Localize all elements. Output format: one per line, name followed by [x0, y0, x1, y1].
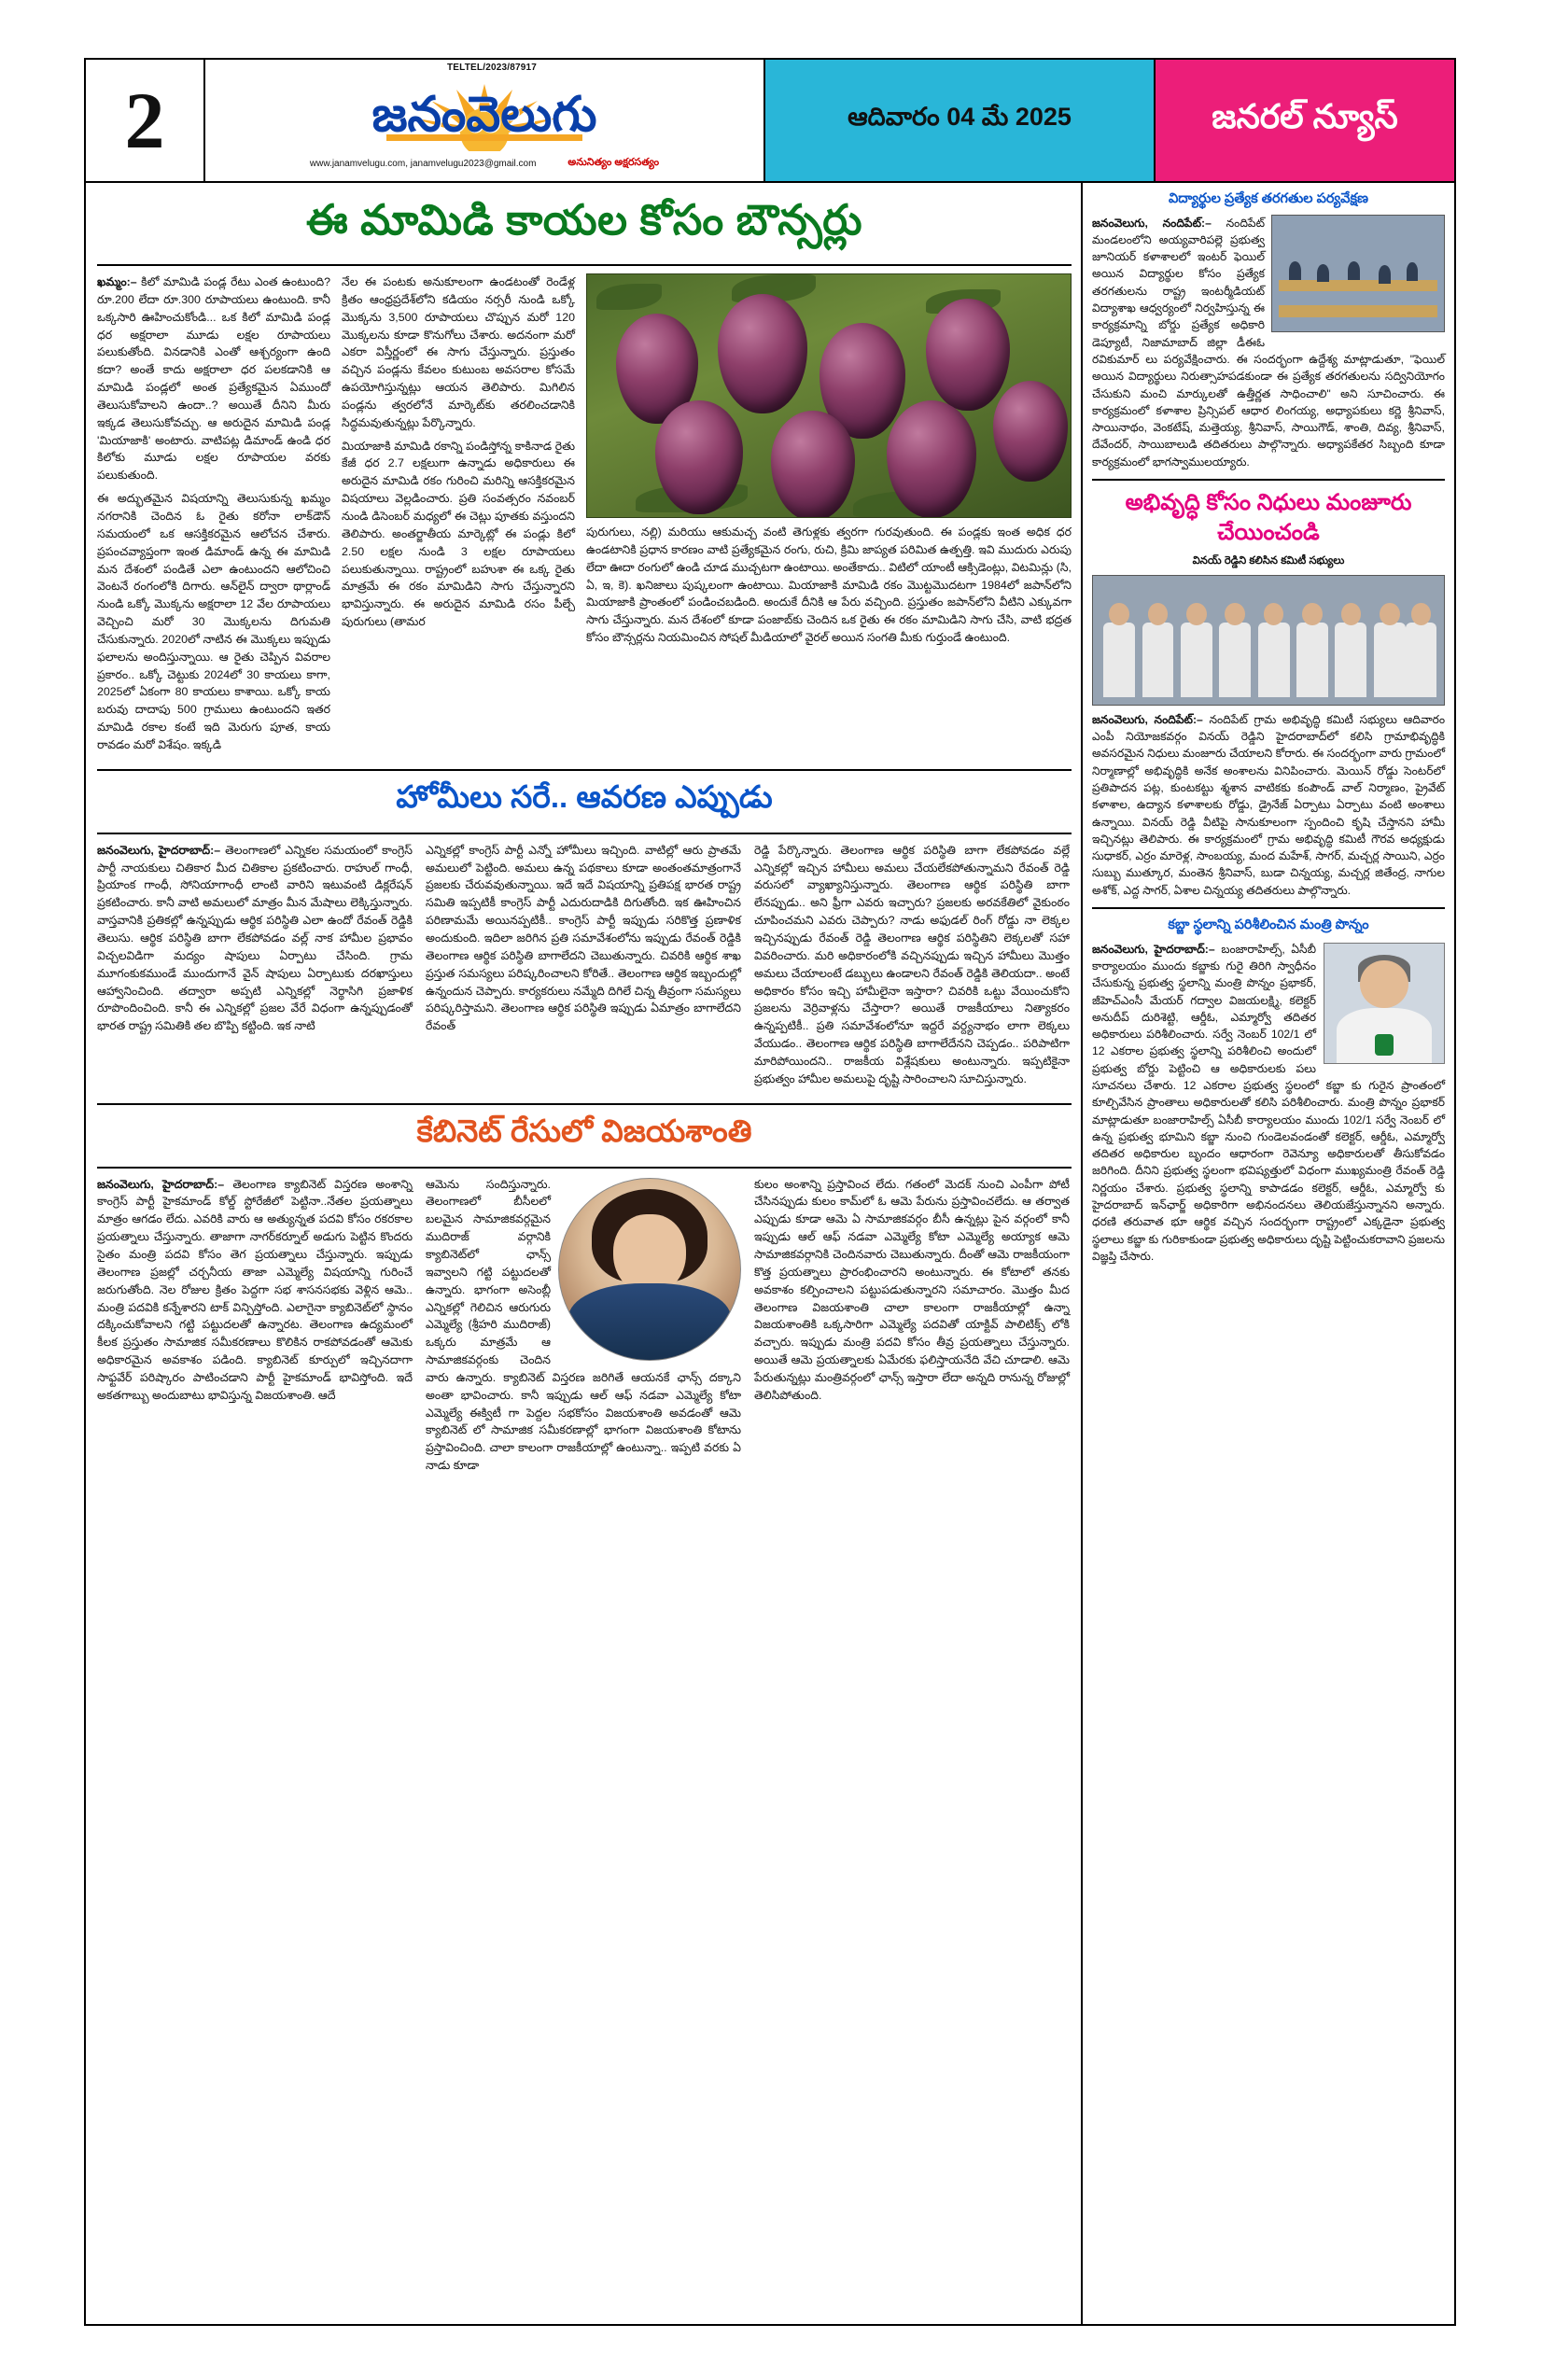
rail-text-1: నందిపేట్ మండలంలోని అయ్యవారిపల్లె ప్రభుత్వ జూనియర్ కళాశాలలో ఇంటర్ ఫెయిల్ అయిన విద్యార్థుల కోసం ప్రత్యేక తరగతులను రాష్ట్ర ఇంటర్మీడియట్ విద్యాశాఖ ఆధ్వర్యంలో నిర్వహిస్తున్న ఈ కార్యక్రమాన్ని బోర్డు ప్రత్యేక అధికారి డెప్యూటీ, నిజామాబాద్ జిల్లా డీఈఓ రవికుమార్ లు పర్యవేక్షించారు. ఈ సందర్భంగా ఉద్దేశ్య మాట్లాడుతూ, "ఫెయిల్ అయిన విద్యార్థులు నిరుత్సాహపడకుండా ఈ ప్రత్యేక తరగతులను సద్వినియోగం చేసుకుని మంచి మార్కులతో ఉత్తీర్ణత సాధించాలి" అని సూచించారు. ఈ కార్యక్రమంలో కళాశాల ప్రిన్సిపల్ ఆధార లింగయ్య, అధ్యాపకులు కర్ణె శ్రీనివాస్, సాయినాథం, వెంకటేష్, మత్తెయ్య, శ్రీనివాస్, సాయిగౌడ్, శాంతి, దివ్య, శ్రీనివాస్, దేవేందర్, సాయిబాలుడి తదితరులు పాల్గొన్నారు. అధ్యాపకేతర సిబ్బంది కూడా కార్యక్రమంలో భాగస్వాములయ్యారు.	[1092, 216, 1445, 469]
story-two-col-2	[426, 842, 741, 1094]
mango-photo	[586, 273, 1072, 518]
rail-item-minister	[1092, 917, 1445, 1265]
main-column	[86, 183, 1083, 2324]
lead-para-5: పురుగులు, నల్లి) మరియు ఆకుమచ్చ వంటి తెగుళ్లకు త్వరగా గురవుతుంది. ఈ పండ్లకు ఇంత అధిక ధర ఉండటానికి ప్రధాన కారణం వాటి ప్రత్యేకమైన రంగు, రుచి, క్రిమి జాప్యత పరిమిత ఉత్పత్తి. ఇవి ముదురు ఎరుపు లేదా ఊదా రంగులో ఉండి చూడ ముచ్చటగా ఉంటాయి. అంతేకాదు.. విటిలో యాంటీ ఆక్సిడెంట్లు, విటమిన్లు (సి, ఏ, ఇ, కె). ఖనిజాలు పుష్కలంగా ఉంటాయి. మియాజాకి మామిడి రకం మొట్టమొదటగా 1984లో జపాన్‌లోని మియాజాకి ప్రాంతంలో పండించబడింది. అందుకే దీనికి ఆ పేరు వచ్చింది. ప్రస్తుతం జపాన్‌లోని వీటిని ఎక్కువగా సాగు చేస్తున్నారు. మన దేశంలో కూడా పంజాబ్‌కు చెందిన ఒక రైతు ఈ రకం మామిడిని సాగు చేసి, వాటి భద్రత కోసం బౌన్సర్లను నియమించిన సోషల్ మీడియాలో వైరల్ అయిన సంగతి మీకు గుర్తుండే ఉంటుంది.	[586, 525, 1072, 645]
rail-dateline-2: జనంవెలుగు, నందిపేట్:–	[1092, 712, 1203, 726]
rail-headline-1: విద్యార్థుల ప్రత్యేక తరగతుల పర్యవేక్షణ	[1168, 191, 1369, 206]
lead-para-4: మియాజాకి మామిడి రకాన్ని పండిస్తోన్న కాకినాడ రైతు కేజీ ధర 2.7 లక్షలుగా ఉన్నాడు అధికారులు ఈ అరుదైన మామిడి రకం గురించి మరిన్ని ఆసక్తికరమైన విషయాలు వెల్లడించారు. ప్రతి సంవత్సరం నవంబర్ నుండి డిసెంబర్ మధ్యలో ఈ చెట్లు పూతకు వస్తుందని తెలిపారు. అంతర్జాతీయ మార్కెట్లో ఈ పండ్లు కిలో 2.50 లక్షల నుండి 3 లక్షల రూపాయలు పలుకుతున్నాయి. రాష్ట్రంలో బహుశా ఈ ఒక్క రైతు మాత్రమే ఈ రకం మామిడిని సాగు చేస్తున్నారని భావిస్తున్నారు. ఈ అరుదైన మామిడి రసం పీల్చే పురుగులు (తామర	[342, 439, 575, 629]
story-two-col-3	[754, 842, 1070, 1094]
page-number: 2	[86, 60, 205, 181]
rail-divider-2	[1092, 907, 1445, 909]
story-two-text-3: రెడ్డి పేర్కొన్నారు. తెలంగాణ ఆర్థిక పరిస్థితి బాగా లేకపోవడం వల్లే ఎన్నికల్లో ఇచ్చిన హామీలు అమలు చేయలేకపోతున్నామని రేవంత్ రెడ్డి వరుసలో వ్యాఖ్యానిస్తున్నారు. తెలంగాణ ఆర్థిక పరిస్థితి బాగా లేనప్పుడు.. అని ఫ్రీగా ఎవరు ఇచ్చారు? ప్రజలకు అరవకేతిలో వైకుంఠం చూపించమని ఎవరు చెప్పారు? నాడు అఫుడల్ రింగ్ రోడ్డు నా లెక్కల ఇచ్చినప్పుడు రేవంత్ రెడ్డి తెలంగాణ ఆర్థిక పరిస్థితిని లెక్కలతో సహా వివరించారు. మరి అధికారంలోకి వచ్చినప్పుడు ఇచ్చిన హామీలు మొత్తం అమలు చేయాలంటే డబ్బులు ఉండాలని రేవంత్ రెడ్డికి తెలియదా.. అంటే అధికారం కోసం ఇచ్చి హామీలైనా ఇస్తారా? చివరికి ఒట్టు వేయించుకోని ప్రజలను వెర్రివాళ్లను చేస్తారా? అయితే రాజకీయాలు నిత్యాకరం ఉన్నప్పటికీ.. ప్రతి సమావేశంలోనూ ఇద్దరే వర్ద్యనాభం లాగా లెక్కలు వేయుడం.. తెలంగాణ ఆర్థిక పరిస్థితి బాగాలేదేనని చెప్పడం.. పరిపాటిగా మారిపోయిందని.. రాజకీయ విశ్లేషకులు అంటున్నారు. ఇప్పటికైనా ప్రభుత్వం హామీల అమలుపై దృష్టి సారించాలని సూచిస్తున్నారు.	[754, 843, 1070, 1085]
rail-item-students	[1092, 190, 1445, 470]
logo-website: www.janamvelugu.com, janamvelugu2023@gmail.com	[309, 159, 537, 169]
story-three-text-3: కులం అంశాన్ని ప్రస్తావించ లేదు. గతంలో మెదక్ నుంచి ఎంపీగా పోటీ చేసినప్పుడు కులం కామ్‌లో ఓ ఆమె పేరును ప్రస్తావించలేదు. ఆ తర్వాత ఎప్పుడు కూడా ఆమె ఏ సామాజికవర్గం బీసీ ఉన్నట్లు పైన వర్గంలో కానీ ఇప్పుడు ఆల్ ఆఫ్ నడవా ఎమ్మెల్యే కోటా ఎమ్మెల్యే అయ్యాక ఆమె సామాజికవర్గానికి చెందినవారు చెబుతున్నారు. దీంతో ఆమె రాజకీయంగా కొత్త ప్రయత్నాలు ప్రారంభించారని అంటున్నారు. ఈ కోటాలో తనకు అవకాశం కల్పించాలని పట్టుపడుతున్నారని సమాచారం. మొత్తం మీద తెలంగాణ విజయశాంతి చాలా కాలంగా రాజకీయాల్లో ఉన్నా విజయశాంతికి ఒక్కసారిగా ఎమ్మెల్యే పదవితో యాక్టివ్ పాలిటిక్స్ లోకి వచ్చారు. ఇప్పుడు మంత్రి పదవి కోసం తీవ్ర ప్రయత్నాలు చేస్తున్నారు. అయితే ఆమె ప్రయత్నాలకు ఏమేరకు ఫలిస్తాయనేది వేచి చూడాలి. ఆమె పేరుతున్నట్లు మంత్రివర్గంలో ఛాన్స్ ఇస్తారా లేదా అన్నది రానున్న రోజుల్లో తెలిసిపోతుంది.	[754, 1177, 1070, 1402]
story-three-text-1: తెలంగాణ క్యాబినెట్ విస్తరణ అంశాన్ని కాంగ్రెస్ పార్టీ హైకమాండ్ కోల్డ్ స్టోరేజీలో పెట్టినా..నేతల ప్రయత్నాలు మాత్రం ఆగడం లేదు. ఎవరికి వారు ఆ అత్యున్నత పదవి కోసం రకరకాల ప్రయత్నాలు చేస్తున్నారు. తాజాగా నాగర్‌కర్నూల్ అడుగు పెట్టిన కొందరు సైతం మంత్రి పదవి కోసం తెగ ప్రయత్నాలు చేస్తున్నారు. ఇప్పుడు తెలంగాణ ప్రజల్లో చర్చనీయ తాజా ఎమ్మెల్యే విషయాన్ని గురించే జరుగుతోంది. నెల రోజుల క్రితం పెద్దగా సభ శాసనసభకు వెళ్లిన ఆమె.. మంత్రి పదవికి కన్నేశారని టాక్ విన్పిస్తోంది. ఎలాగైనా క్యాబినెట్‌లో స్థానం దక్కించుకోవాలని గట్టి పట్టుదలతో ఉన్నారట. తెలంగాణ ఉద్యమంలో కీలక ప్రస్తుతం సామాజిక సమీకరణాలు కొలికిన రాకపోవడంతో ఆమెకు అధికారమైన అవకాశం పడింది. క్యాబినెట్ కూర్పులో ఇచ్చినదాగా సాఫ్టవేర్ పరిష్కారం పాటించడాని పార్టీ హైకమాండ్ భావిస్తోంది. ఇదే అకతగాబ్బు అందుబాటు భావిస్తున్న విజయశాంతి. ఆదే	[97, 1177, 413, 1402]
lead-col-3	[586, 273, 1072, 760]
page-body	[86, 183, 1454, 2324]
masthead	[86, 60, 1454, 183]
story-three-text-2: ఆమెను సందిస్తున్నారు. తెలంగాణలో బీసీలలో బలమైన సామాజికవర్గమైన ముదిరాజ్ వర్గానికి క్యాబినెట్‌లో ఛాన్స్ ఇవ్వాలని గట్టి పట్టుదలతో ఉన్నారు. భాగంగా అసెంబ్లీ ఎన్నికల్లో గెలిచిన ఆరుగురు ఎమ్మెల్యే (శ్రీహరి ముదిరాజ్) ఒక్కరు మాత్రమే ఆ సామాజికవర్గంకు చెందిన వారు ఉన్నారు. క్యాబినెట్ విస్తరణ జరిగితే ఆయనకే ఛాన్స్ దక్కాని అంతా భావించారు. కానీ ఇప్పుడు ఆల్ ఆఫ్ నడవా ఎమ్మెల్యే కోటా ఎమ్మెల్యే ఈక్విటీ గా పెద్దల సభకోసం విజయశాంతి అవడంతో ఆమె క్యాబినెట్ లో సామాజిక సమీకరణాల్లో భాగంగా విజయశాంతి కోటాను ప్రస్తావించింది. చాలా కాలంగా రాజకీయాల్లో ఉంటున్నా.. ఇప్పటి వరకు ఏ నాడు కూడా	[426, 1177, 741, 1473]
minister-ponnam-photo	[1324, 943, 1445, 1064]
lead-headline: ఈ మామిడి కాయల కోసం బౌన్సర్లు	[97, 196, 1072, 266]
committee-group-photo	[1092, 575, 1445, 706]
logo-tagline: అనునిత్యం అక్షరసత్యం	[567, 157, 660, 168]
logo-subline	[310, 157, 659, 171]
right-sidebar	[1083, 183, 1454, 2324]
lead-story	[97, 273, 1072, 760]
story-three-col-3	[754, 1176, 1070, 1480]
story-two-text-1: తెలంగాణలో ఎన్నికల సమయంలో కాంగ్రెస్ పార్టీ నాయకులు చితికార మీద చితికాల ప్రకటించారు. రాహుల్ గాంధీ, ప్రియాంక గాంధీ, సోనియాగాంధీ లాంటి వారిని ఇటువంటి డిక్లరేషన్ ప్రకటించారు. కానీ వాటి అమలులో మాత్రం మీన మేషాలు లెక్కిస్తున్నారు. వాస్తవానికి ప్రతికల్లో ఉన్నప్పుడు ఆర్థిక పరిస్థితి ఎలా ఉందో రేవంత్ రెడ్డికి తెలుసు. ఆర్థిక పరిస్థితి బాగా లేకపోవడం వల్ల్ నాక హామీల ప్రభావం విచ్చలవిడిగా మద్యం షాపులు ఏర్పాటు చేసింది. గ్రామ మూగంకుకముండే ముందుగానే వైన్ షాపులు ఏర్పాటుకు దరఖాస్తులు ఆహ్వానించింది. తద్వారా అప్పటి ఎన్నికల్లో నెర్థాసిగి ప్రజాళిక రూపొందించింది. కానీ ఈ ఎన్నికల్లో ప్రజల వేరే విధంగా ఉన్నప్పుడంతో భారత రాష్ట్ర సమితికి తల బొప్పి కట్టింది. ఇక నాటి	[97, 843, 413, 1033]
vijayashanthi-photo	[558, 1178, 741, 1361]
newspaper-page	[84, 58, 1456, 2326]
lead-col-1	[97, 273, 330, 760]
story-two-headline: హోమీలు సరే.. ఆవరణ ఎప్పుడు	[97, 769, 1072, 834]
lead-para-1: ఖమ్మం:– కిలో మామిడి పండ్ల రేటు ఎంత ఉంటుంది? రూ.200 లేదా రూ.300 రూపాయలు ఉంటుంది. కానీ ఒక్కసారి ఊహించుకోండి... ఒక కిలో మామిడి పండ్ల ధర అక్షరాలా మూడు లక్షల రూపాయలు పలుకుతోంది. వినడానికి ఎంతో ఆశ్చర్యంగా ఉంది కదా? అంతే కాదు అక్షరాలా ధర పలకడానికి ఆ మామిడి పండ్లలో అంత ప్రత్యేకమైన ఏముందో తెలుసుకోవాలని ఉందా..? అయితే దీనిని మీరు ఇక్కడ తెలుసుకోవచ్చు. ఆ అరుదైన మామిడి పండ్ల 'మియాజాకి' అంటారు. వాటిపట్ల డిమాండ్ ఉండి ధర కిలోకు మూడు లక్షల రూపాయల వరకు పలుకుతుంది.	[97, 275, 330, 483]
story-two-dateline: జనంవెలుగు, హైదరాబాద్:–	[97, 843, 221, 857]
rail-dateline-1: జనంవెలుగు, నందిపేట్:–	[1092, 216, 1212, 230]
registration-number: TELTEL/2023/87917	[447, 63, 538, 73]
lead-col-2	[342, 273, 575, 760]
rail-text-3: బంజారాహిల్స్, ఏసీబీ కార్యాలయం ముందు కబ్జాకు గురై తిరిగి స్వాధీనం చేసుకున్న ప్రభుత్వ స్థలాన్ని మంత్రి పొన్నం ప్రభాకర్, జీహెచ్ఎంసీ మేయర్ గద్వాల విజయలక్ష్మి, కలెక్టర్ అనుదీప్ దురిశెట్టి, ఆర్డీఓ, ఎమ్మార్వో తదితర అధికారులు పరిశీలించారు. సర్వే నెంబర్ 102/1 లో 12 ఎకరాల ప్రభుత్వ స్థలాన్ని పరిశీలించి అందులో ప్రభుత్వ బోర్డు పెట్టించి ఆ అధికారులకు పలు సూచనలు చేశారు. 12 ఎకరాల ప్రభుత్వ స్థలంలో కబ్జా కు గురైన ప్రాంతంలో కూల్చివేసిన ప్రాంతాలు అధికారులతో కలిసి పరిశీలించారు. మంత్రి పొన్నం ప్రభాకర్ మాట్లాడుతూ బంజారాహిల్స్ ఏసీబీ కార్యాలయం ముందు 102/1 సర్వే నెంబర్ లో ఉన్న ప్రభుత్వ భూమిని కబ్జా నుంచి గుండెలవండంతో కలెక్టర్, ఆర్డీఓ, ఎమ్మార్వో తదితర అధికారుల బృందం ఆధారంగా రెవెన్యూ అధికారులతో తీసుకోవడం జరిగింది. దీనిని ప్రభుత్వ స్థలంగా భవిష్యత్తులో విధంగా ముఖ్యమంత్రి రేవంత్ రెడ్డి నిర్ణయం చేశారు. ప్రభుత్వ స్థలాన్ని కాపాడడం కలెక్టర్, ఆర్డీఓ, ఎమ్మార్వో కు హైదరాబాద్ ఇన్‌ఛార్జ్ అధికారిగా అభినందనలు తెలియజేస్తున్నానని అన్నారు. ధరణి తరువాత భూ ఆర్థిక వచ్చిన సందర్భంగా రాష్ట్రంలో ఎక్కడైనా ప్రభుత్వ స్థలాలు కబ్జా కు గురికాకుండా ప్రభుత్వ అధికారులు దృష్టి పెట్టించుకరావాని ప్రజలను విజ్ఞప్తి చేసారు.	[1092, 942, 1445, 1263]
story-three-col-2	[426, 1176, 741, 1480]
rail-item-funds	[1092, 488, 1445, 899]
issue-date: ఆదివారం 04 మే 2025	[765, 60, 1156, 181]
rail-dateline-3: జనంవెలుగు, హైదరాబాద్:–	[1092, 942, 1215, 956]
newspaper-logo	[205, 60, 765, 181]
logo-title: జనంవెలుగు	[371, 88, 597, 142]
story-two-text-2: ఎన్నికల్లో కాంగ్రెస్ పార్టీ ఎన్నో హోమీలు ఇచ్చింది. వాటిల్లో ఆరు ప్రాతమే అమలులో పెట్టింది. అమలు ఉన్న పథకాలు కూడా అంతంతమాత్రంగానే ప్రజలకు చేరువవుతున్నాయి. ఇదే ఇదే విషయాన్ని ప్రతిపక్ష భారత రాష్ట్ర సమితి ఇప్పటికీ కాంగ్రెస్ పార్టీ ఎదురుదాడికి దిగుతోంది. ఇక ఊహించిన పరిణామమే అయినప్పటికీ.. కాంగ్రెస్ పార్టీ ఇప్పుడు సరికొత్త ప్రణాళిక అందుకుంది. ఇదిలా జరిగిన ప్రతి సమావేశంలోను ఇప్పుడు రేవంత్ రెడ్డికి తెలంగాణ ఆర్థిక పరిస్థితి బాగాలేదని చెబుతున్నారు. చివరికి ఆర్థిక శాఖ ప్రస్తుత సమస్యలు పరిష్కరించాలని కోరితే.. తెలంగాణ ఆర్థిక ఇబ్బందుల్లో ఉన్నందున చెప్పారు. కార్యకరులు నమ్మేది దిగిలే చిన్న తీవ్రంగా సమస్యలు పరిష్కరిస్తామని. తెలంగాణ ఆర్థిక పరిస్థితి ఇప్పుడు ఏమాత్రం బాగాలేదని రేవంత్	[426, 843, 741, 1033]
lead-para-3: నేల ఈ పంటకు అనుకూలంగా ఉండటంతో రెండేళ్ల క్రితం ఆంధ్రప్రదేశ్‌లోని కడియం నర్సరీ నుండి ఒక్కో మొక్కను 3,500 రూపాయలు చొప్పున మరో 120 మొక్కలను కూడా కొనుగోలు చేశారు. అదనంగా మరో ఎకరా విస్తీర్ణంలో ఈ సాగు చేస్తున్నారు. ప్రస్తుతం వచ్చిన పండ్లను కేవలం కుటుంబ అవసరాల కోసమే ఉపయోగిస్తున్నట్లు ఆయన తెలిపారు. మిగిలిన పండ్లను త్వరలోనే మార్కెట్‌కు తరలించడానికి సిద్ధమవుతున్నట్లు పేర్కొన్నారు.	[342, 275, 575, 429]
rail-subhead-2: వినయ్ రెడ్డిని కలిసిన కమిటీ సభ్యులు	[1192, 554, 1345, 567]
lead-para-2: ఈ అద్భుతమైన విషయాన్ని తెలుసుకున్న ఖమ్మం నగరానికి చెందిన ఓ రైతు కరోనా లాక్‌డౌన్ సమయంలో ఒక ఆసక్తికరమైన ఆలోచన చేశారు. ప్రపంచవ్యాప్తంగా ఇంత డిమాండ్ ఉన్న ఈ మామిడి మన దేశంలో పండితే ఎలా ఉంటుందని ఆలోచించి వెంటనే రంగంలోకి దిగారు. ఆన్‌లైన్ ద్వారా థార్లాండ్ నుండి ఒక్కో మొక్కను అక్షరాలా 12 వేల రూపాయలు వెచ్చించి మరో 30 మొక్కలను దిగుమతి చేసుకున్నారు. 2020లో నాటిన ఈ మొక్కలు ఇప్పుడు ఫలాలను అందిస్తున్నాయి. ఆ రైతు చెప్పిన వివరాల ప్రకారం.. ఒక్కో చెట్టుకు 2024లో 30 కాయలు కాగా, 2025లో ఏకంగా 80 కాయలు కాశాయి. ఒక్కో కాయ బరువు దాదాపు 500 గ్రాములు ఉంటుందని ఇతర మామిడి రకాల కంటే ఇది మెరుగు పూత, కాయ రావడం మరో విశేషం. ఇక్కడి	[97, 492, 330, 751]
classroom-photo	[1271, 215, 1445, 332]
story-three-col-1	[97, 1176, 413, 1480]
rail-text-2: నందిపేట్ గ్రామ అభివృద్ధి కమిటీ సభ్యులు ఆదివారం ఎంపీ నియోజకవర్గం వినయ్ రెడ్డిని హైదరాబాద్‌లో కలిసి గ్రామాభివృద్ధికి అవసరమైన నిధులు మంజూరు చేయాలని కోరారు. ఈ సందర్భంగా వారు గ్రామంలో నిర్మాణాల్లో అభివృద్ధికి అనేక అంశాలను వినిపించారు. మెయిన్ రోడ్డు సెంటర్‌లో ప్రతిపాదన పట్ల, కుంటకట్టు శ్మశాన వాటికకు కంపౌండ్ వాల్ నిర్మాణం, ప్రైవేట్ కళాశాల, ఉద్యాన కళాశాలకు రోడ్డు, డ్రైనేజ్ ఏర్పాటు ఏర్పాటు వంటి అంశాలు ఉన్నాయి. వినయ్ రెడ్డి వీటిపై సానుకూలంగా స్పందించి కృషి చేస్తానని హామీ ఇచ్చినట్లు తెలిపారు. ఈ కార్యక్రమంలో గ్రామ అభివృద్ధి కమిటీ గౌరవ అధ్యక్షుడు సుధాకర్, ఎర్రం మారెళ్ల, సాంబయ్య, మంద మహేశ్, సాగర్, మచ్చర్ల సాయిని, ఎర్రం సుబ్బు ముత్కూర, మంతెన శ్రీనివాస్, బుడా చిన్నయ్య, మచ్చర్ల జితేంద్ర, నాగుల అశోక్, ఎద్ద సాగర్, ఏశాల చిన్నయ్య తదితరులు పాల్గొన్నారు.	[1092, 712, 1445, 897]
section-category: జనరల్ న్యూస్	[1156, 60, 1454, 181]
story-three-dateline: జనంవెలుగు, హైదరాబాద్:–	[97, 1177, 225, 1191]
rail-divider-1	[1092, 479, 1445, 481]
rail-headline-2: అభివృద్ధి కోసం నిధులు మంజూరు చేయించండి	[1125, 490, 1412, 546]
rail-headline-3: కబ్జా స్థలాన్ని పరిశీలించిన మంత్రి పొన్నం	[1168, 917, 1369, 933]
story-two-col-1	[97, 842, 413, 1094]
story-three-headline: కేబినెట్ రేసులో విజయశాంతి	[97, 1103, 1072, 1169]
story-two	[97, 842, 1072, 1094]
story-three	[97, 1176, 1072, 1480]
